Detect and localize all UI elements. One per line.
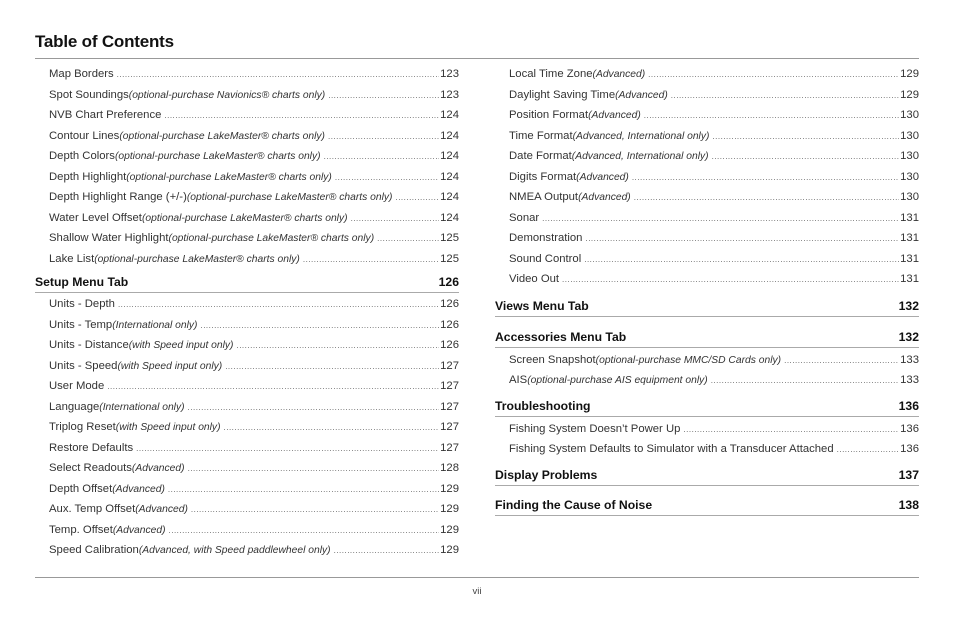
entry-label: Screen Snapshot <box>509 353 596 366</box>
entry-page: 131 <box>900 252 919 265</box>
dot-leader <box>200 316 439 337</box>
section-label: Views Menu Tab <box>495 298 589 313</box>
dot-leader <box>634 188 899 209</box>
entry-note: (optional-purchase Navionics® charts only) <box>128 89 326 101</box>
section-page: 136 <box>898 398 919 413</box>
dot-leader <box>711 371 899 392</box>
entry-label: Depth Highlight <box>49 170 127 183</box>
toc-section-views[interactable] <box>495 299 919 317</box>
entry-note: (Advanced) <box>576 171 629 183</box>
entry-note: (International only) <box>112 319 198 331</box>
toc-entry[interactable] <box>35 376 459 397</box>
toc-entry[interactable] <box>35 499 459 520</box>
entry-note: (optional-purchase LakeMaster® charts only) <box>119 130 325 142</box>
entry-label: Sound Control <box>509 252 582 265</box>
entry-note: (Advanced) <box>592 69 646 80</box>
dot-leader <box>562 270 899 291</box>
dot-leader <box>784 351 899 372</box>
toc-entry[interactable] <box>35 187 459 208</box>
entry-page: 124 <box>440 129 459 142</box>
entry-page: 127 <box>440 400 459 413</box>
entry-label: Speed Calibration <box>49 544 139 556</box>
toc-section-setup[interactable] <box>35 275 459 293</box>
entry-note: (optional-purchase LakeMaster® charts only) <box>94 253 300 265</box>
toc-entry[interactable] <box>495 187 919 208</box>
entry-page: 124 <box>440 109 459 121</box>
entry-note: (optional-purchase LakeMaster® charts only) <box>141 212 348 224</box>
entry-page: 130 <box>900 109 919 121</box>
entry-page: 136 <box>900 422 919 435</box>
page-number: vii <box>472 586 482 597</box>
toc-group-setup <box>35 294 459 561</box>
entry-page: 130 <box>900 150 919 162</box>
toc-entry[interactable] <box>35 64 459 85</box>
toc-section-accessories[interactable] <box>495 330 919 348</box>
entry-note: (optional-purchase AIS equipment only) <box>527 375 708 386</box>
toc-entry[interactable] <box>35 105 459 126</box>
entry-note: (with Speed input only) <box>128 340 234 351</box>
entry-label: Units - Temp <box>49 318 113 331</box>
entry-note: (optional-purchase MMC/SD Cards only) <box>595 354 782 366</box>
entry-label: Daylight Saving Time <box>509 88 616 101</box>
section-label: Display Problems <box>495 467 598 482</box>
section-page: 138 <box>898 497 919 512</box>
toc-left-column <box>35 64 459 561</box>
entry-note: (optional-purchase LakeMaster® charts only) <box>126 171 332 183</box>
entry-page: 129 <box>440 482 459 495</box>
toc-entry[interactable] <box>35 315 459 336</box>
entry-page: 124 <box>440 191 459 203</box>
entry-label: Temp. Offset <box>49 523 113 536</box>
entry-label: Depth Highlight Range (+/-) <box>49 191 187 203</box>
entry-label: NVB Chart Preference <box>49 109 162 121</box>
dot-leader <box>225 357 439 378</box>
entry-page: 129 <box>440 544 459 556</box>
toc-right-column <box>495 64 919 516</box>
entry-label: NMEA Output <box>509 191 579 203</box>
dot-leader <box>188 398 440 419</box>
toc-entry[interactable] <box>35 479 459 500</box>
dot-leader <box>712 127 899 148</box>
entry-label: Units - Depth <box>49 298 115 310</box>
toc-section-display-problems[interactable] <box>495 468 919 486</box>
toc-group-map <box>35 64 459 269</box>
entry-label: Units - Distance <box>49 339 129 351</box>
toc-entry[interactable] <box>35 208 459 229</box>
entry-note: (Advanced) <box>112 483 165 495</box>
entry-label: Lake List <box>49 252 95 265</box>
entry-label: Triplog Reset <box>49 421 116 433</box>
section-label: Finding the Cause of Noise <box>495 497 653 512</box>
toc-entry[interactable] <box>495 350 919 371</box>
entry-label: AIS <box>509 374 528 386</box>
toc-section-noise[interactable] <box>495 498 919 516</box>
entry-label: Fishing System Doesn’t Power Up <box>509 422 681 435</box>
toc-entry[interactable] <box>35 540 459 561</box>
entry-label: Digits Format <box>509 170 577 183</box>
entry-note: (Advanced) <box>588 110 641 121</box>
dot-leader <box>169 521 440 542</box>
toc-entry[interactable] <box>495 370 919 391</box>
section-label: Accessories Menu Tab <box>495 329 627 344</box>
toc-entry[interactable] <box>495 64 919 85</box>
dot-leader <box>632 168 899 189</box>
entry-label: Sonar <box>509 211 540 224</box>
entry-page: 123 <box>440 88 459 101</box>
entry-page: 128 <box>440 462 459 474</box>
dot-leader <box>236 336 439 357</box>
entry-page: 127 <box>440 421 459 433</box>
section-page: 132 <box>898 298 919 313</box>
entry-note: (Advanced) <box>135 504 188 515</box>
entry-label: Spot Soundings <box>49 88 129 101</box>
toc-entry[interactable] <box>35 335 459 356</box>
dot-leader <box>191 500 439 521</box>
dot-leader <box>377 229 439 250</box>
entry-page: 129 <box>900 68 919 80</box>
entry-note: (Advanced) <box>131 463 185 474</box>
dot-leader <box>224 418 440 439</box>
dot-leader <box>136 439 439 460</box>
entry-page: 136 <box>900 443 919 455</box>
entry-page: 130 <box>900 129 919 142</box>
entry-page: 126 <box>440 298 459 310</box>
entry-page: 124 <box>440 150 459 162</box>
dot-leader <box>671 86 899 107</box>
bottom-divider <box>35 577 919 578</box>
entry-page: 127 <box>440 441 459 454</box>
entry-note: (with Speed input only) <box>115 422 221 433</box>
entry-page: 131 <box>900 211 919 224</box>
entry-page: 127 <box>440 359 459 372</box>
toc-entry[interactable] <box>35 520 459 541</box>
entry-label: Demonstration <box>509 232 583 244</box>
entry-page: 129 <box>440 503 459 515</box>
toc-entry[interactable] <box>35 249 459 270</box>
toc-entry[interactable] <box>35 458 459 479</box>
entry-label: Language <box>49 400 100 413</box>
entry-label: Water Level Offset <box>49 211 142 224</box>
dot-leader <box>107 377 439 398</box>
toc-entry[interactable] <box>495 167 919 188</box>
dot-leader <box>335 168 439 189</box>
toc-entry[interactable] <box>495 439 919 460</box>
dot-leader <box>712 147 900 168</box>
toc-entry[interactable] <box>35 228 459 249</box>
toc-entry[interactable] <box>495 105 919 126</box>
entry-note: (International only) <box>99 401 185 413</box>
entry-note: (Advanced, International only) <box>571 151 709 162</box>
entry-page: 125 <box>440 252 459 265</box>
entry-page: 133 <box>900 353 919 366</box>
entry-label: Map Borders <box>49 68 114 80</box>
toc-entry[interactable] <box>35 146 459 167</box>
entry-label: Units - Speed <box>49 359 118 372</box>
entry-note: (Advanced, International only) <box>572 130 710 142</box>
page-title: Table of Contents <box>35 32 174 51</box>
toc-entry[interactable] <box>495 249 919 270</box>
toc-entry[interactable] <box>495 208 919 229</box>
dot-leader <box>164 106 439 127</box>
toc-group-setup-cont <box>495 64 919 290</box>
toc-entry[interactable] <box>35 417 459 438</box>
entry-note: (optional-purchase LakeMaster® charts only) <box>114 151 321 162</box>
entry-page: 129 <box>900 88 919 101</box>
entry-page: 124 <box>440 170 459 183</box>
section-label: Setup Menu Tab <box>35 275 129 289</box>
entry-page: 124 <box>440 211 459 224</box>
section-page: 126 <box>438 275 459 289</box>
entry-label: Fishing System Defaults to Simulator with a Transducer Attached <box>509 443 834 455</box>
toc-entry[interactable] <box>35 356 459 377</box>
entry-page: 130 <box>900 191 919 203</box>
toc-entry[interactable] <box>495 146 919 167</box>
entry-label: Local Time Zone <box>509 68 593 80</box>
section-page: 132 <box>898 329 919 344</box>
entry-label: Restore Defaults <box>49 441 134 454</box>
dot-leader <box>395 188 439 209</box>
toc-entry[interactable] <box>35 126 459 147</box>
entry-label: Aux. Temp Offset <box>49 503 136 515</box>
entry-page: 133 <box>900 374 919 386</box>
entry-page: 130 <box>900 170 919 183</box>
toc-entry[interactable] <box>35 397 459 418</box>
dot-leader <box>837 440 900 461</box>
entry-note: (optional-purchase LakeMaster® charts only) <box>186 192 393 203</box>
dot-leader <box>303 250 439 271</box>
toc-entry[interactable] <box>495 269 919 290</box>
entry-note: (optional-purchase LakeMaster® charts only) <box>168 233 375 244</box>
toc-group-troubleshooting <box>495 419 919 460</box>
entry-page: 131 <box>900 273 919 285</box>
toc-entry[interactable] <box>35 438 459 459</box>
dot-leader <box>328 86 439 107</box>
toc-entry[interactable] <box>35 167 459 188</box>
entry-label: Date Format <box>509 150 572 162</box>
entry-page: 126 <box>440 339 459 351</box>
dot-leader <box>118 295 439 316</box>
entry-label: Select Readouts <box>49 462 132 474</box>
entry-label: Contour Lines <box>49 129 120 142</box>
toc-entry[interactable] <box>35 294 459 315</box>
dot-leader <box>683 420 899 441</box>
toc-entry[interactable] <box>495 126 919 147</box>
section-label: Troubleshooting <box>495 398 591 413</box>
dot-leader <box>542 209 899 230</box>
dot-leader <box>584 250 899 271</box>
top-divider <box>35 58 919 59</box>
entry-label: Depth Colors <box>49 150 115 162</box>
entry-note: (Advanced) <box>615 89 668 101</box>
entry-page: 125 <box>440 232 459 244</box>
dot-leader <box>585 229 899 250</box>
dot-leader <box>328 127 439 148</box>
toc-entry[interactable] <box>35 85 459 106</box>
toc-group-accessories <box>495 350 919 391</box>
entry-page: 131 <box>900 232 919 244</box>
toc-entry[interactable] <box>495 85 919 106</box>
entry-label: Position Format <box>509 109 589 121</box>
dot-leader <box>168 480 439 501</box>
entry-page: 126 <box>440 318 459 331</box>
entry-label: Video Out <box>509 273 560 285</box>
entry-note: (Advanced) <box>578 192 631 203</box>
toc-section-troubleshooting[interactable] <box>495 399 919 417</box>
entry-label: Time Format <box>509 129 573 142</box>
dot-leader <box>324 147 440 168</box>
dot-leader <box>648 65 899 86</box>
dot-leader <box>188 459 440 480</box>
entry-page: 129 <box>440 523 459 536</box>
entry-label: Depth Offset <box>49 482 113 495</box>
dot-leader <box>117 65 439 86</box>
toc-entry[interactable] <box>495 419 919 440</box>
entry-page: 123 <box>440 68 459 80</box>
entry-note: (with Speed input only) <box>117 360 223 372</box>
toc-entry[interactable] <box>495 228 919 249</box>
entry-label: Shallow Water Highlight <box>49 232 169 244</box>
dot-leader <box>644 106 899 127</box>
section-page: 137 <box>898 467 919 482</box>
entry-note: (Advanced) <box>112 524 166 536</box>
entry-label: User Mode <box>49 380 105 392</box>
dot-leader <box>351 209 440 230</box>
entry-note: (Advanced, with Speed paddlewheel only) <box>138 545 331 556</box>
entry-page: 127 <box>440 380 459 392</box>
dot-leader <box>334 541 440 562</box>
